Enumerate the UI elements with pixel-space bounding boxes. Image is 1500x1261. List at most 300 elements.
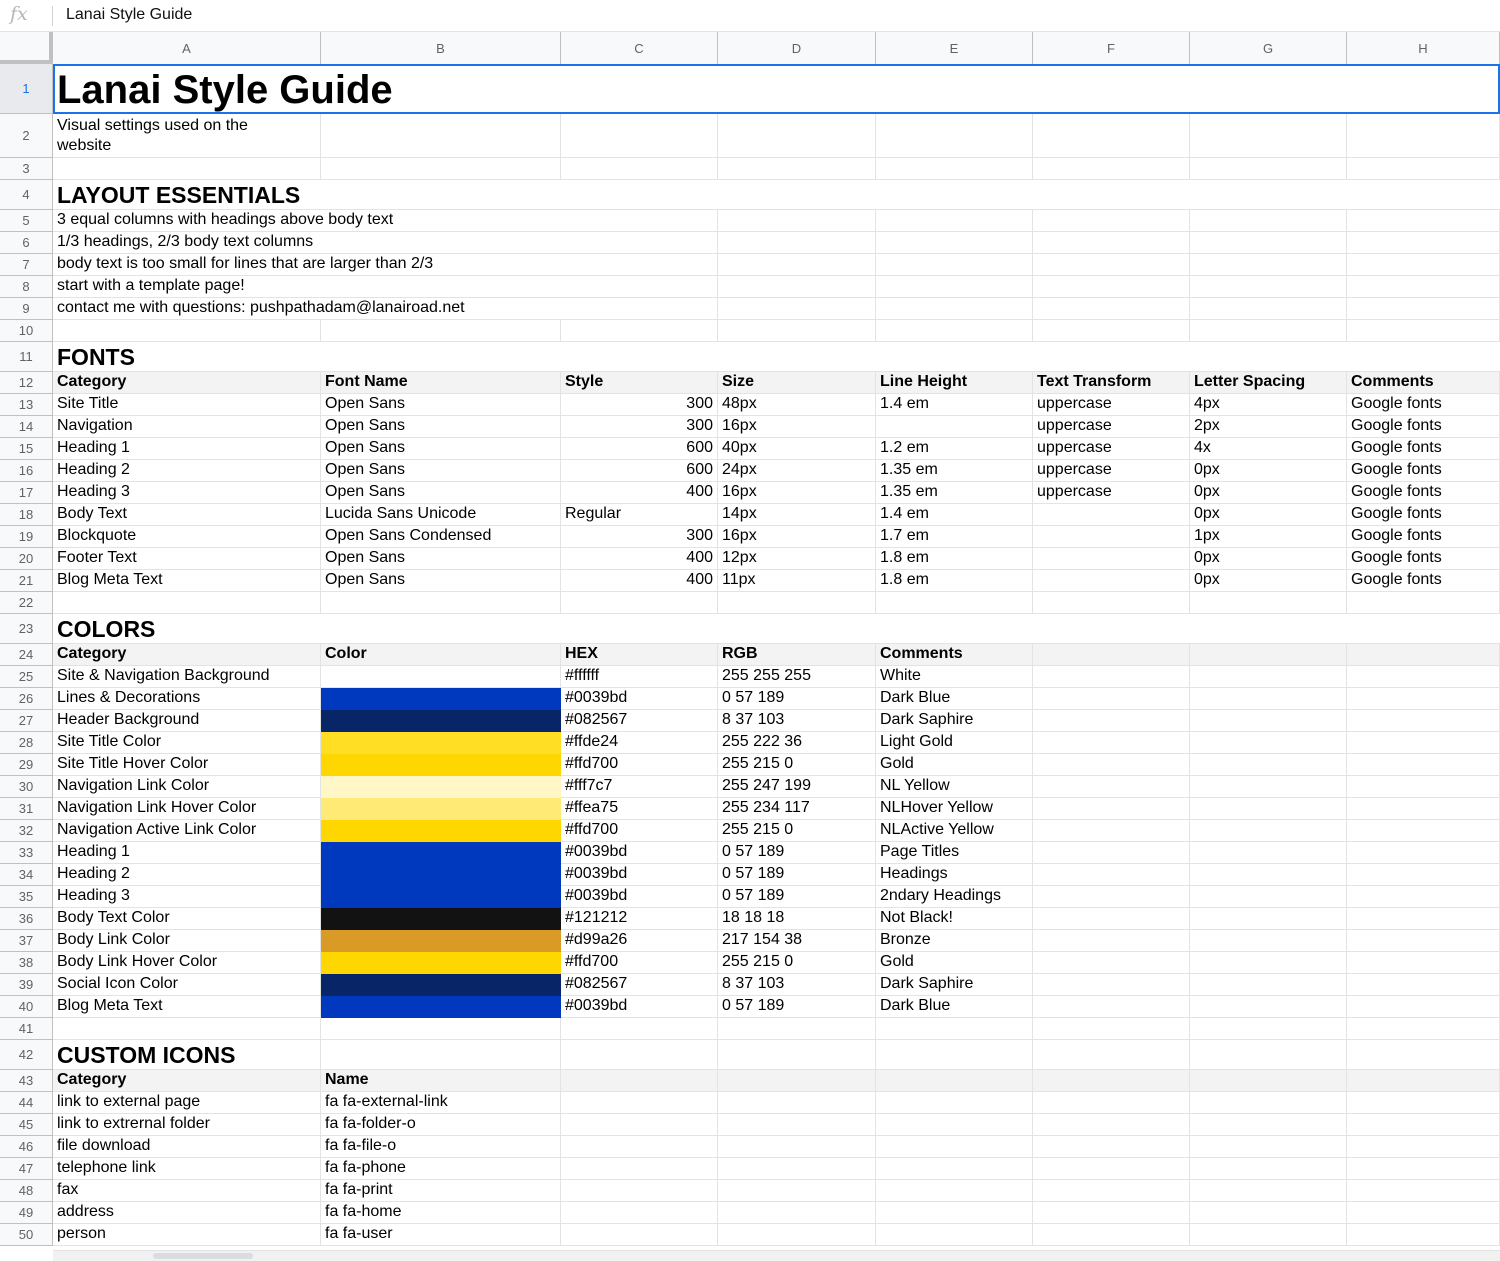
empty-cell[interactable]	[718, 1158, 876, 1180]
empty-cell[interactable]	[1347, 232, 1500, 254]
icons-column-header[interactable]	[321, 1070, 561, 1092]
row-header-14[interactable]: 14	[0, 416, 53, 438]
color-hex[interactable]	[561, 996, 718, 1018]
fonts-cell[interactable]	[1347, 416, 1500, 438]
fonts-column-header[interactable]	[321, 372, 561, 394]
fonts-cell[interactable]	[561, 394, 718, 416]
row-header-12[interactable]: 12	[0, 372, 53, 394]
row-header-13[interactable]: 13	[0, 394, 53, 416]
empty-cell[interactable]	[1033, 320, 1190, 342]
color-category[interactable]	[53, 908, 321, 930]
empty-cell[interactable]	[1033, 592, 1190, 614]
fonts-cell[interactable]	[321, 482, 561, 504]
color-category[interactable]	[53, 930, 321, 952]
empty-cell[interactable]	[1190, 1180, 1347, 1202]
sheet-title[interactable]	[53, 64, 1500, 114]
row-header-19[interactable]: 19	[0, 526, 53, 548]
empty-cell[interactable]	[321, 114, 561, 158]
fonts-cell[interactable]	[1190, 504, 1347, 526]
fonts-cell[interactable]	[53, 438, 321, 460]
empty-cell[interactable]	[718, 1040, 876, 1070]
fonts-cell[interactable]	[1033, 526, 1190, 548]
fonts-cell[interactable]	[876, 416, 1033, 438]
color-category[interactable]	[53, 666, 321, 688]
fonts-cell[interactable]	[718, 504, 876, 526]
fonts-column-header[interactable]	[1190, 372, 1347, 394]
empty-cell[interactable]	[876, 1114, 1033, 1136]
empty-cell[interactable]	[1347, 1092, 1500, 1114]
scrollbar-thumb[interactable]	[153, 1253, 253, 1259]
icons-section-heading[interactable]	[53, 1040, 321, 1070]
empty-cell[interactable]	[1347, 996, 1500, 1018]
row-header-3[interactable]: 3	[0, 158, 53, 180]
color-comment[interactable]	[876, 732, 1033, 754]
empty-cell[interactable]	[1033, 210, 1190, 232]
color-rgb[interactable]	[718, 754, 876, 776]
color-hex[interactable]	[561, 886, 718, 908]
empty-cell[interactable]	[876, 1070, 1033, 1092]
empty-cell[interactable]	[1347, 952, 1500, 974]
fonts-cell[interactable]	[53, 482, 321, 504]
empty-cell[interactable]	[1347, 1224, 1500, 1246]
empty-cell[interactable]	[1033, 842, 1190, 864]
fonts-cell[interactable]	[561, 570, 718, 592]
row-header-29[interactable]: 29	[0, 754, 53, 776]
color-rgb[interactable]	[718, 864, 876, 886]
empty-cell[interactable]	[876, 1136, 1033, 1158]
fonts-cell[interactable]	[876, 504, 1033, 526]
empty-cell[interactable]	[1347, 1136, 1500, 1158]
color-comment[interactable]	[876, 820, 1033, 842]
row-header-32[interactable]: 32	[0, 820, 53, 842]
fonts-cell[interactable]	[1033, 482, 1190, 504]
fonts-cell[interactable]	[53, 394, 321, 416]
empty-cell[interactable]	[1190, 710, 1347, 732]
row-header-17[interactable]: 17	[0, 482, 53, 504]
color-comment[interactable]	[876, 930, 1033, 952]
row-header-20[interactable]: 20	[0, 548, 53, 570]
color-category[interactable]	[53, 996, 321, 1018]
empty-cell[interactable]	[876, 1040, 1033, 1070]
fonts-cell[interactable]	[1190, 438, 1347, 460]
fonts-cell[interactable]	[561, 416, 718, 438]
color-swatch[interactable]	[321, 754, 561, 776]
empty-cell[interactable]	[53, 592, 321, 614]
color-category[interactable]	[53, 864, 321, 886]
empty-cell[interactable]	[876, 1092, 1033, 1114]
row-header-15[interactable]: 15	[0, 438, 53, 460]
empty-cell[interactable]	[1190, 254, 1347, 276]
empty-cell[interactable]	[1190, 732, 1347, 754]
empty-cell[interactable]	[718, 1202, 876, 1224]
row-header-33[interactable]: 33	[0, 842, 53, 864]
empty-cell[interactable]	[561, 1202, 718, 1224]
empty-cell[interactable]	[1347, 886, 1500, 908]
formula-input[interactable]: Lanai Style Guide	[66, 6, 193, 23]
row-header-5[interactable]: 5	[0, 210, 53, 232]
empty-cell[interactable]	[718, 1070, 876, 1092]
empty-cell[interactable]	[1033, 886, 1190, 908]
fonts-cell[interactable]	[718, 526, 876, 548]
empty-cell[interactable]	[53, 320, 321, 342]
color-comment[interactable]	[876, 754, 1033, 776]
fonts-cell[interactable]	[53, 526, 321, 548]
empty-cell[interactable]	[1347, 1070, 1500, 1092]
empty-cell[interactable]	[1033, 820, 1190, 842]
empty-cell[interactable]	[1347, 710, 1500, 732]
color-comment[interactable]	[876, 798, 1033, 820]
subtitle-cell[interactable]	[53, 114, 321, 158]
color-swatch[interactable]	[321, 776, 561, 798]
empty-cell[interactable]	[1033, 644, 1190, 666]
fonts-column-header[interactable]	[718, 372, 876, 394]
layout-note[interactable]	[53, 254, 718, 276]
row-header-37[interactable]: 37	[0, 930, 53, 952]
fonts-cell[interactable]	[1190, 570, 1347, 592]
empty-cell[interactable]	[1033, 1092, 1190, 1114]
row-header-38[interactable]: 38	[0, 952, 53, 974]
fonts-cell[interactable]	[321, 548, 561, 570]
empty-cell[interactable]	[561, 1018, 718, 1040]
color-swatch[interactable]	[321, 666, 561, 688]
empty-cell[interactable]	[1190, 996, 1347, 1018]
color-category[interactable]	[53, 974, 321, 996]
icon-category[interactable]	[53, 1202, 321, 1224]
color-hex[interactable]	[561, 710, 718, 732]
fonts-cell[interactable]	[1033, 504, 1190, 526]
empty-cell[interactable]	[1347, 276, 1500, 298]
fonts-cell[interactable]	[1190, 482, 1347, 504]
empty-cell[interactable]	[1347, 1158, 1500, 1180]
empty-cell[interactable]	[1190, 1224, 1347, 1246]
icons-column-header[interactable]	[53, 1070, 321, 1092]
empty-cell[interactable]	[876, 1018, 1033, 1040]
empty-cell[interactable]	[1033, 1040, 1190, 1070]
color-swatch[interactable]	[321, 952, 561, 974]
empty-cell[interactable]	[1033, 254, 1190, 276]
fonts-cell[interactable]	[876, 526, 1033, 548]
empty-cell[interactable]	[1347, 592, 1500, 614]
fonts-cell[interactable]	[1190, 416, 1347, 438]
row-header-21[interactable]: 21	[0, 570, 53, 592]
fonts-column-header[interactable]	[561, 372, 718, 394]
layout-note[interactable]	[53, 232, 718, 254]
empty-cell[interactable]	[1347, 798, 1500, 820]
empty-cell[interactable]	[1033, 908, 1190, 930]
empty-cell[interactable]	[1190, 1136, 1347, 1158]
empty-cell[interactable]	[1347, 688, 1500, 710]
fonts-cell[interactable]	[1033, 438, 1190, 460]
fonts-cell[interactable]	[876, 394, 1033, 416]
row-header-49[interactable]: 49	[0, 1202, 53, 1224]
empty-cell[interactable]	[1033, 732, 1190, 754]
empty-cell[interactable]	[1033, 930, 1190, 952]
fonts-section-heading[interactable]	[53, 342, 1500, 372]
empty-cell[interactable]	[1190, 1158, 1347, 1180]
horizontal-scrollbar[interactable]	[53, 1250, 1500, 1261]
row-header-16[interactable]: 16	[0, 460, 53, 482]
empty-cell[interactable]	[1347, 776, 1500, 798]
fonts-cell[interactable]	[876, 482, 1033, 504]
color-hex[interactable]	[561, 864, 718, 886]
color-swatch[interactable]	[321, 820, 561, 842]
row-header-4[interactable]: 4	[0, 180, 53, 210]
layout-note[interactable]	[53, 210, 718, 232]
color-hex[interactable]	[561, 732, 718, 754]
layout-section-heading[interactable]	[53, 180, 1500, 210]
empty-cell[interactable]	[1347, 644, 1500, 666]
fonts-cell[interactable]	[53, 570, 321, 592]
row-header-42[interactable]: 42	[0, 1040, 53, 1070]
colors-column-header[interactable]	[718, 644, 876, 666]
column-header-f[interactable]: F	[1033, 32, 1190, 65]
fonts-cell[interactable]	[1347, 482, 1500, 504]
empty-cell[interactable]	[1190, 930, 1347, 952]
color-rgb[interactable]	[718, 952, 876, 974]
color-comment[interactable]	[876, 974, 1033, 996]
fonts-cell[interactable]	[53, 504, 321, 526]
empty-cell[interactable]	[1033, 798, 1190, 820]
empty-cell[interactable]	[1033, 276, 1190, 298]
row-header-40[interactable]: 40	[0, 996, 53, 1018]
icon-category[interactable]	[53, 1092, 321, 1114]
color-swatch[interactable]	[321, 996, 561, 1018]
color-rgb[interactable]	[718, 842, 876, 864]
color-rgb[interactable]	[718, 710, 876, 732]
color-hex[interactable]	[561, 842, 718, 864]
row-header-24[interactable]: 24	[0, 644, 53, 666]
color-category[interactable]	[53, 886, 321, 908]
empty-cell[interactable]	[718, 592, 876, 614]
empty-cell[interactable]	[718, 320, 876, 342]
fonts-cell[interactable]	[876, 548, 1033, 570]
icon-category[interactable]	[53, 1158, 321, 1180]
column-header-g[interactable]: G	[1190, 32, 1347, 65]
fonts-cell[interactable]	[1347, 570, 1500, 592]
empty-cell[interactable]	[876, 298, 1033, 320]
color-hex[interactable]	[561, 952, 718, 974]
color-comment[interactable]	[876, 776, 1033, 798]
fonts-cell[interactable]	[1347, 394, 1500, 416]
icon-class-name[interactable]	[321, 1092, 561, 1114]
row-header-23[interactable]: 23	[0, 614, 53, 644]
empty-cell[interactable]	[718, 232, 876, 254]
color-swatch[interactable]	[321, 710, 561, 732]
fonts-cell[interactable]	[1347, 460, 1500, 482]
empty-cell[interactable]	[876, 592, 1033, 614]
empty-cell[interactable]	[561, 1224, 718, 1246]
empty-cell[interactable]	[718, 158, 876, 180]
empty-cell[interactable]	[876, 1202, 1033, 1224]
row-header-1[interactable]: 1	[0, 64, 53, 114]
layout-note[interactable]	[53, 276, 718, 298]
column-header-a[interactable]: A	[53, 32, 321, 65]
empty-cell[interactable]	[1190, 886, 1347, 908]
color-rgb[interactable]	[718, 974, 876, 996]
row-header-46[interactable]: 46	[0, 1136, 53, 1158]
fonts-cell[interactable]	[718, 394, 876, 416]
color-swatch[interactable]	[321, 864, 561, 886]
empty-cell[interactable]	[718, 1180, 876, 1202]
row-header-34[interactable]: 34	[0, 864, 53, 886]
fonts-cell[interactable]	[1190, 394, 1347, 416]
empty-cell[interactable]	[1190, 158, 1347, 180]
empty-cell[interactable]	[1347, 930, 1500, 952]
empty-cell[interactable]	[1190, 1018, 1347, 1040]
color-rgb[interactable]	[718, 732, 876, 754]
color-comment[interactable]	[876, 886, 1033, 908]
empty-cell[interactable]	[561, 1180, 718, 1202]
fonts-cell[interactable]	[718, 416, 876, 438]
color-hex[interactable]	[561, 820, 718, 842]
empty-cell[interactable]	[561, 1070, 718, 1092]
color-rgb[interactable]	[718, 776, 876, 798]
empty-cell[interactable]	[1033, 974, 1190, 996]
empty-cell[interactable]	[718, 1092, 876, 1114]
row-header-47[interactable]: 47	[0, 1158, 53, 1180]
fonts-cell[interactable]	[321, 504, 561, 526]
row-header-39[interactable]: 39	[0, 974, 53, 996]
color-comment[interactable]	[876, 908, 1033, 930]
row-header-7[interactable]: 7	[0, 254, 53, 276]
fonts-cell[interactable]	[876, 460, 1033, 482]
fonts-cell[interactable]	[561, 482, 718, 504]
empty-cell[interactable]	[561, 1092, 718, 1114]
color-hex[interactable]	[561, 776, 718, 798]
empty-cell[interactable]	[718, 1114, 876, 1136]
empty-cell[interactable]	[876, 158, 1033, 180]
row-header-41[interactable]: 41	[0, 1018, 53, 1040]
color-rgb[interactable]	[718, 908, 876, 930]
row-header-48[interactable]: 48	[0, 1180, 53, 1202]
color-rgb[interactable]	[718, 666, 876, 688]
empty-cell[interactable]	[561, 1136, 718, 1158]
row-header-6[interactable]: 6	[0, 232, 53, 254]
fonts-cell[interactable]	[1347, 548, 1500, 570]
empty-cell[interactable]	[1033, 1070, 1190, 1092]
empty-cell[interactable]	[1033, 996, 1190, 1018]
icon-class-name[interactable]	[321, 1202, 561, 1224]
color-hex[interactable]	[561, 908, 718, 930]
color-swatch[interactable]	[321, 886, 561, 908]
empty-cell[interactable]	[876, 254, 1033, 276]
empty-cell[interactable]	[321, 1018, 561, 1040]
fonts-cell[interactable]	[1033, 570, 1190, 592]
row-header-22[interactable]: 22	[0, 592, 53, 614]
row-header-35[interactable]: 35	[0, 886, 53, 908]
empty-cell[interactable]	[1190, 688, 1347, 710]
empty-cell[interactable]	[1347, 254, 1500, 276]
empty-cell[interactable]	[1347, 1018, 1500, 1040]
fonts-cell[interactable]	[561, 504, 718, 526]
empty-cell[interactable]	[1190, 210, 1347, 232]
empty-cell[interactable]	[876, 1180, 1033, 1202]
empty-cell[interactable]	[718, 1224, 876, 1246]
icon-class-name[interactable]	[321, 1136, 561, 1158]
empty-cell[interactable]	[876, 210, 1033, 232]
icon-category[interactable]	[53, 1224, 321, 1246]
empty-cell[interactable]	[876, 114, 1033, 158]
empty-cell[interactable]	[1033, 114, 1190, 158]
column-header-e[interactable]: E	[876, 32, 1033, 65]
row-header-36[interactable]: 36	[0, 908, 53, 930]
empty-cell[interactable]	[53, 158, 321, 180]
empty-cell[interactable]	[1347, 320, 1500, 342]
empty-cell[interactable]	[1190, 592, 1347, 614]
fonts-cell[interactable]	[876, 438, 1033, 460]
row-header-11[interactable]: 11	[0, 342, 53, 372]
fonts-cell[interactable]	[1190, 548, 1347, 570]
color-hex[interactable]	[561, 974, 718, 996]
empty-cell[interactable]	[1347, 298, 1500, 320]
empty-cell[interactable]	[1347, 210, 1500, 232]
empty-cell[interactable]	[718, 298, 876, 320]
fonts-cell[interactable]	[718, 482, 876, 504]
empty-cell[interactable]	[876, 1224, 1033, 1246]
icon-class-name[interactable]	[321, 1224, 561, 1246]
empty-cell[interactable]	[876, 1158, 1033, 1180]
fonts-cell[interactable]	[321, 416, 561, 438]
fonts-cell[interactable]	[1033, 548, 1190, 570]
color-hex[interactable]	[561, 754, 718, 776]
icon-category[interactable]	[53, 1114, 321, 1136]
fonts-cell[interactable]	[1347, 438, 1500, 460]
color-category[interactable]	[53, 754, 321, 776]
row-header-28[interactable]: 28	[0, 732, 53, 754]
empty-cell[interactable]	[1033, 1136, 1190, 1158]
empty-cell[interactable]	[876, 276, 1033, 298]
empty-cell[interactable]	[561, 1040, 718, 1070]
fonts-column-header[interactable]	[876, 372, 1033, 394]
fonts-column-header[interactable]	[1033, 372, 1190, 394]
color-rgb[interactable]	[718, 820, 876, 842]
color-category[interactable]	[53, 952, 321, 974]
fonts-cell[interactable]	[561, 460, 718, 482]
empty-cell[interactable]	[1190, 276, 1347, 298]
fonts-cell[interactable]	[53, 460, 321, 482]
empty-cell[interactable]	[1190, 1092, 1347, 1114]
color-swatch[interactable]	[321, 930, 561, 952]
empty-cell[interactable]	[1190, 666, 1347, 688]
fonts-cell[interactable]	[718, 438, 876, 460]
color-category[interactable]	[53, 842, 321, 864]
color-hex[interactable]	[561, 930, 718, 952]
empty-cell[interactable]	[1347, 820, 1500, 842]
color-comment[interactable]	[876, 710, 1033, 732]
icon-category[interactable]	[53, 1180, 321, 1202]
empty-cell[interactable]	[1033, 1018, 1190, 1040]
fonts-cell[interactable]	[1347, 504, 1500, 526]
empty-cell[interactable]	[53, 1018, 321, 1040]
icon-class-name[interactable]	[321, 1180, 561, 1202]
empty-cell[interactable]	[1033, 232, 1190, 254]
color-category[interactable]	[53, 710, 321, 732]
empty-cell[interactable]	[1190, 952, 1347, 974]
empty-cell[interactable]	[1190, 298, 1347, 320]
fonts-column-header[interactable]	[1347, 372, 1500, 394]
color-swatch[interactable]	[321, 974, 561, 996]
row-header-43[interactable]: 43	[0, 1070, 53, 1092]
row-header-10[interactable]: 10	[0, 320, 53, 342]
empty-cell[interactable]	[1190, 908, 1347, 930]
empty-cell[interactable]	[1033, 776, 1190, 798]
empty-cell[interactable]	[718, 254, 876, 276]
empty-cell[interactable]	[1190, 1070, 1347, 1092]
color-category[interactable]	[53, 688, 321, 710]
fonts-cell[interactable]	[1033, 394, 1190, 416]
empty-cell[interactable]	[1347, 158, 1500, 180]
fonts-cell[interactable]	[876, 570, 1033, 592]
